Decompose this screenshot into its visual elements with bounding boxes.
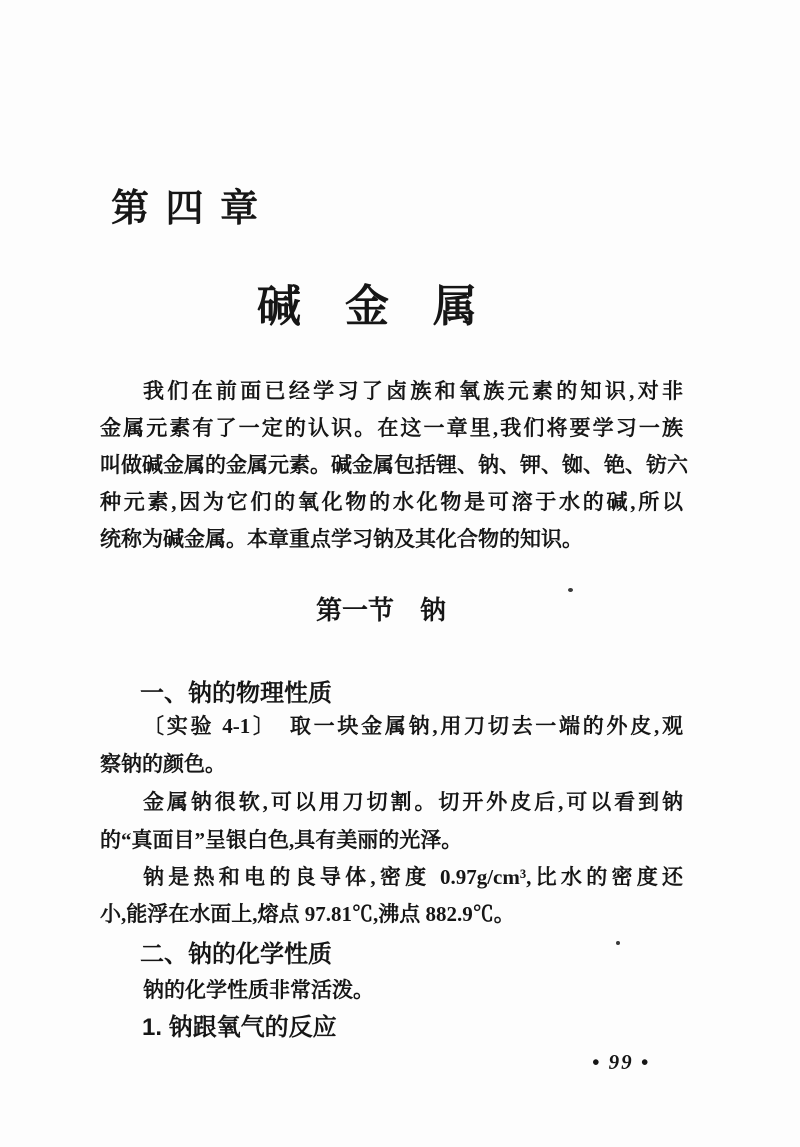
- body-line: 的“真面目”呈银白色,具有美丽的光泽。: [100, 828, 463, 852]
- subsection-heading-chemical-properties: 二、钠的化学性质: [140, 941, 332, 968]
- intro-line: 叫做碱金属的金属元素。碱金属包括锂、钠、钾、铷、铯、钫六: [100, 453, 688, 477]
- intro-line: 统称为碱金属。本章重点学习钠及其化合物的知识。: [100, 527, 583, 551]
- body-line: 金属钠很软,可以用刀切割。切开外皮后,可以看到钠: [143, 790, 683, 814]
- page-number: • 99 •: [592, 1050, 651, 1074]
- section-heading: 第一节 钠: [316, 596, 447, 625]
- experiment-line: 〔实验 4-1〕 取一块金属钠,用刀切去一端的外皮,观: [143, 714, 683, 738]
- scan-speck: [616, 941, 620, 945]
- body-line: 钠是热和电的良导体,密度 0.97g/cm³,比水的密度还: [143, 865, 683, 889]
- subsection-heading-physical-properties: 一、钠的物理性质: [140, 680, 332, 707]
- reaction-with-oxygen-subheading: 1. 钠跟氧气的反应: [142, 1014, 337, 1041]
- experiment-line: 察钠的颜色。: [100, 752, 226, 776]
- chapter-title: 碱 金 属: [257, 282, 477, 331]
- chapter-number-heading: 第 四 章: [111, 188, 262, 230]
- intro-line: 我们在前面已经学习了卤族和氧族元素的知识,对非: [143, 379, 683, 403]
- body-line: 钠的化学性质非常活泼。: [143, 978, 374, 1002]
- intro-line: 金属元素有了一定的认识。在这一章里,我们将要学习一族: [100, 416, 683, 440]
- scan-speck: [568, 588, 573, 592]
- intro-line: 种元素,因为它们的氧化物的水化物是可溶于水的碱,所以: [100, 490, 683, 514]
- body-line: 小,能浮在水面上,熔点 97.81℃,沸点 882.9℃。: [100, 902, 515, 926]
